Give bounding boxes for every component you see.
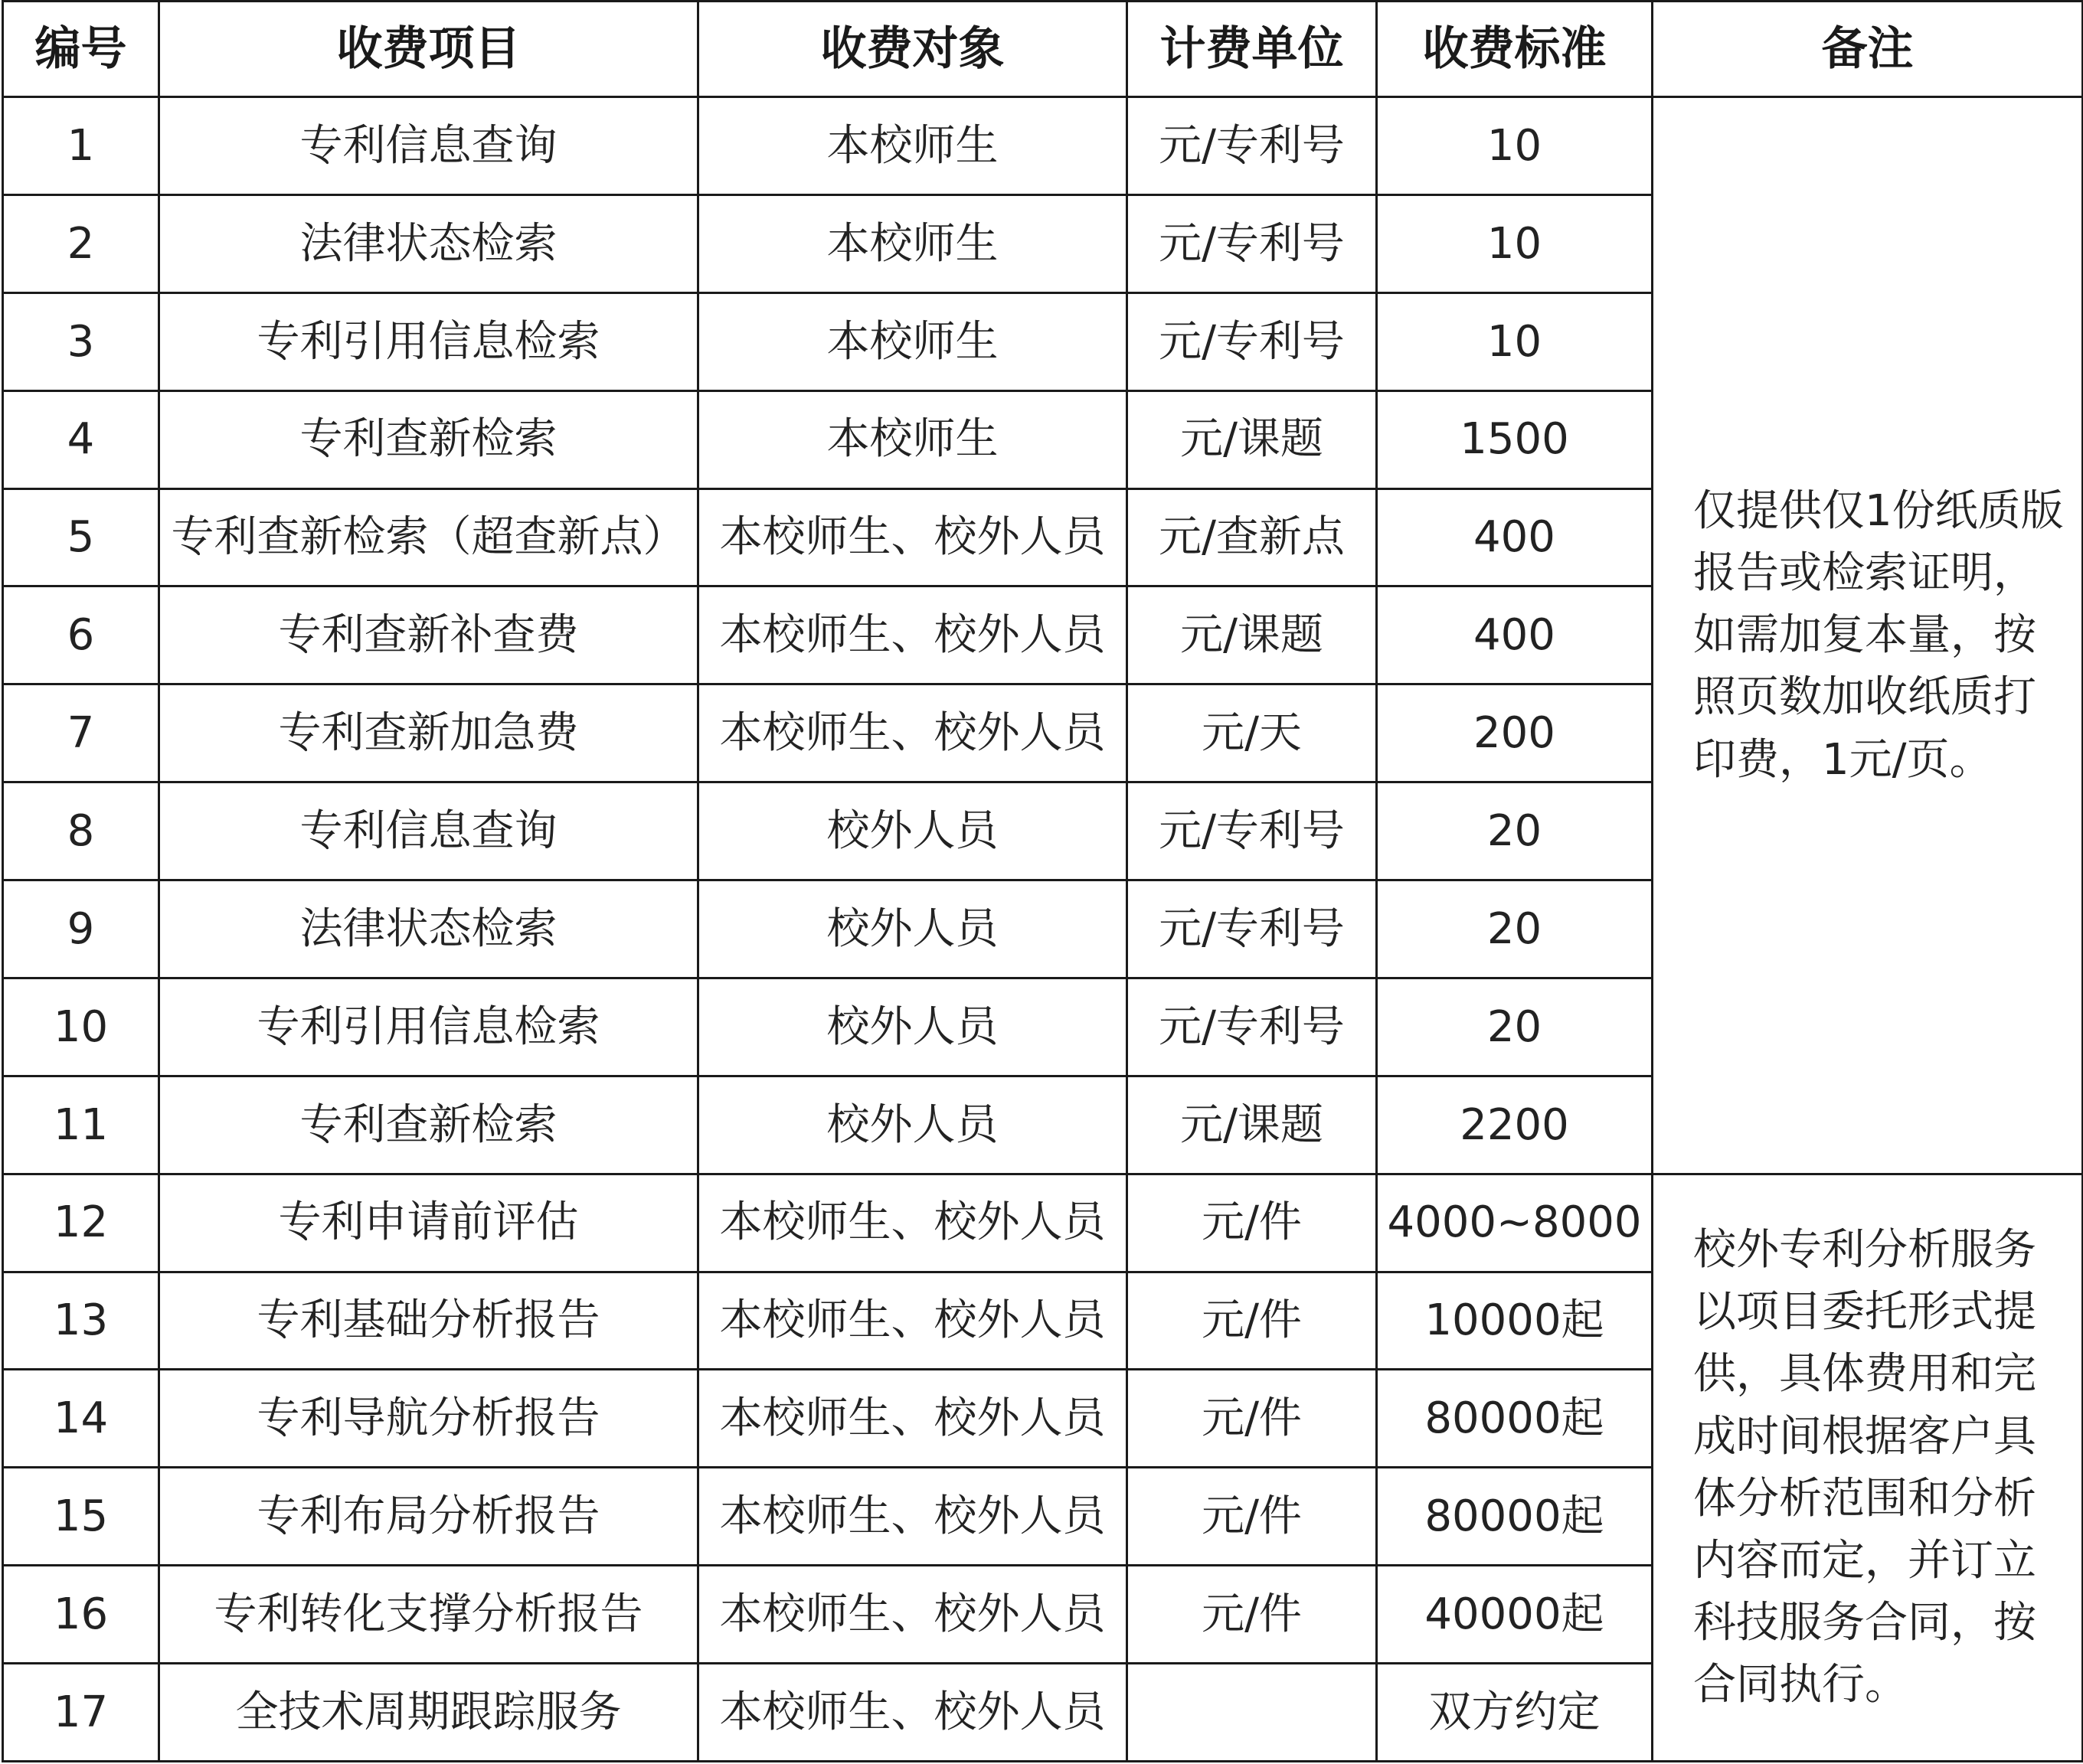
cell-standard: 20 [1377,782,1653,880]
cell-item: 法律状态检索 [159,880,698,978]
cell-unit: 元/件 [1127,1370,1377,1468]
cell-no: 8 [3,782,159,880]
cell-unit: 元/天 [1127,684,1377,782]
header-note: 备注 [1653,2,2083,97]
cell-no: 1 [3,97,159,195]
cell-no: 15 [3,1468,159,1566]
header-row [3,2,2083,97]
cell-item: 专利查新检索 [159,1076,698,1174]
cell-target: 本校师生、校外人员 [698,586,1127,684]
cell-target: 本校师生、校外人员 [698,1370,1127,1468]
cell-unit: 元/课题 [1127,586,1377,684]
header-no: 编号 [3,2,159,97]
cell-standard: 80000起 [1377,1370,1653,1468]
cell-no: 7 [3,684,159,782]
cell-target: 本校师生 [698,194,1127,292]
cell-item: 专利查新检索（超查新点） [159,488,698,586]
cell-unit: 元/专利号 [1127,292,1377,390]
cell-item: 法律状态检索 [159,194,698,292]
cell-standard: 20 [1377,978,1653,1076]
cell-item: 专利布局分析报告 [159,1468,698,1566]
cell-unit: 元/件 [1127,1566,1377,1664]
cell-unit [1127,1664,1377,1762]
cell-standard: 40000起 [1377,1566,1653,1664]
cell-no: 12 [3,1174,159,1272]
header-unit: 计费单位 [1127,2,1377,97]
cell-item: 专利查新检索 [159,390,698,488]
cell-no: 14 [3,1370,159,1468]
cell-no: 3 [3,292,159,390]
cell-target: 本校师生、校外人员 [698,1272,1127,1370]
header-standard: 收费标准 [1377,2,1653,97]
cell-standard: 1500 [1377,390,1653,488]
note-paper-copy: 仅提供仅1份纸质版报告或检索证明，如需加复本量，按照页数加收纸质打印费，1元/页。 [1653,97,2083,1174]
cell-unit: 元/课题 [1127,390,1377,488]
header-item: 收费项目 [159,2,698,97]
cell-target: 校外人员 [698,782,1127,880]
cell-item: 专利查新补查费 [159,586,698,684]
cell-target: 本校师生、校外人员 [698,1468,1127,1566]
cell-unit: 元/查新点 [1127,488,1377,586]
cell-standard: 400 [1377,586,1653,684]
cell-target: 本校师生、校外人员 [698,1664,1127,1762]
cell-unit: 元/专利号 [1127,97,1377,195]
cell-unit: 元/件 [1127,1174,1377,1272]
cell-unit: 元/专利号 [1127,782,1377,880]
cell-target: 校外人员 [698,1076,1127,1174]
cell-standard: 双方约定 [1377,1664,1653,1762]
cell-standard: 80000起 [1377,1468,1653,1566]
cell-item: 专利信息查询 [159,782,698,880]
cell-target: 本校师生、校外人员 [698,1566,1127,1664]
cell-unit: 元/件 [1127,1468,1377,1566]
cell-target: 本校师生、校外人员 [698,1174,1127,1272]
header-target: 收费对象 [698,2,1127,97]
cell-item: 全技术周期跟踪服务 [159,1664,698,1762]
cell-standard: 10 [1377,97,1653,195]
cell-item: 专利申请前评估 [159,1174,698,1272]
cell-target: 本校师生 [698,97,1127,195]
cell-item: 专利基础分析报告 [159,1272,698,1370]
cell-no: 6 [3,586,159,684]
cell-no: 13 [3,1272,159,1370]
cell-target: 校外人员 [698,978,1127,1076]
cell-no: 2 [3,194,159,292]
cell-item: 专利引用信息检索 [159,978,698,1076]
table-row [3,97,2083,195]
cell-target: 本校师生、校外人员 [698,684,1127,782]
cell-standard: 20 [1377,880,1653,978]
cell-no: 16 [3,1566,159,1664]
cell-no: 17 [3,1664,159,1762]
fee-table [2,0,2083,1762]
cell-item: 专利转化支撑分析报告 [159,1566,698,1664]
cell-standard: 10 [1377,292,1653,390]
cell-no: 11 [3,1076,159,1174]
cell-unit: 元/件 [1127,1272,1377,1370]
table-row [3,1174,2083,1272]
cell-standard: 10 [1377,194,1653,292]
cell-standard: 4000~8000 [1377,1174,1653,1272]
cell-no: 5 [3,488,159,586]
cell-unit: 元/专利号 [1127,978,1377,1076]
cell-item: 专利引用信息检索 [159,292,698,390]
cell-target: 本校师生、校外人员 [698,488,1127,586]
cell-target: 校外人员 [698,880,1127,978]
note-analysis-service: 校外专利分析服务以项目委托形式提供，具体费用和完成时间根据客户具体分析范围和分析内容而定，并订立科技服务合同，按合同执行。 [1653,1174,2083,1761]
cell-item: 专利信息查询 [159,97,698,195]
cell-standard: 2200 [1377,1076,1653,1174]
cell-item: 专利查新加急费 [159,684,698,782]
cell-unit: 元/课题 [1127,1076,1377,1174]
cell-standard: 200 [1377,684,1653,782]
cell-standard: 10000起 [1377,1272,1653,1370]
cell-target: 本校师生 [698,390,1127,488]
cell-unit: 元/专利号 [1127,194,1377,292]
cell-no: 10 [3,978,159,1076]
cell-unit: 元/专利号 [1127,880,1377,978]
cell-no: 9 [3,880,159,978]
cell-standard: 400 [1377,488,1653,586]
cell-no: 4 [3,390,159,488]
cell-target: 本校师生 [698,292,1127,390]
cell-item: 专利导航分析报告 [159,1370,698,1468]
